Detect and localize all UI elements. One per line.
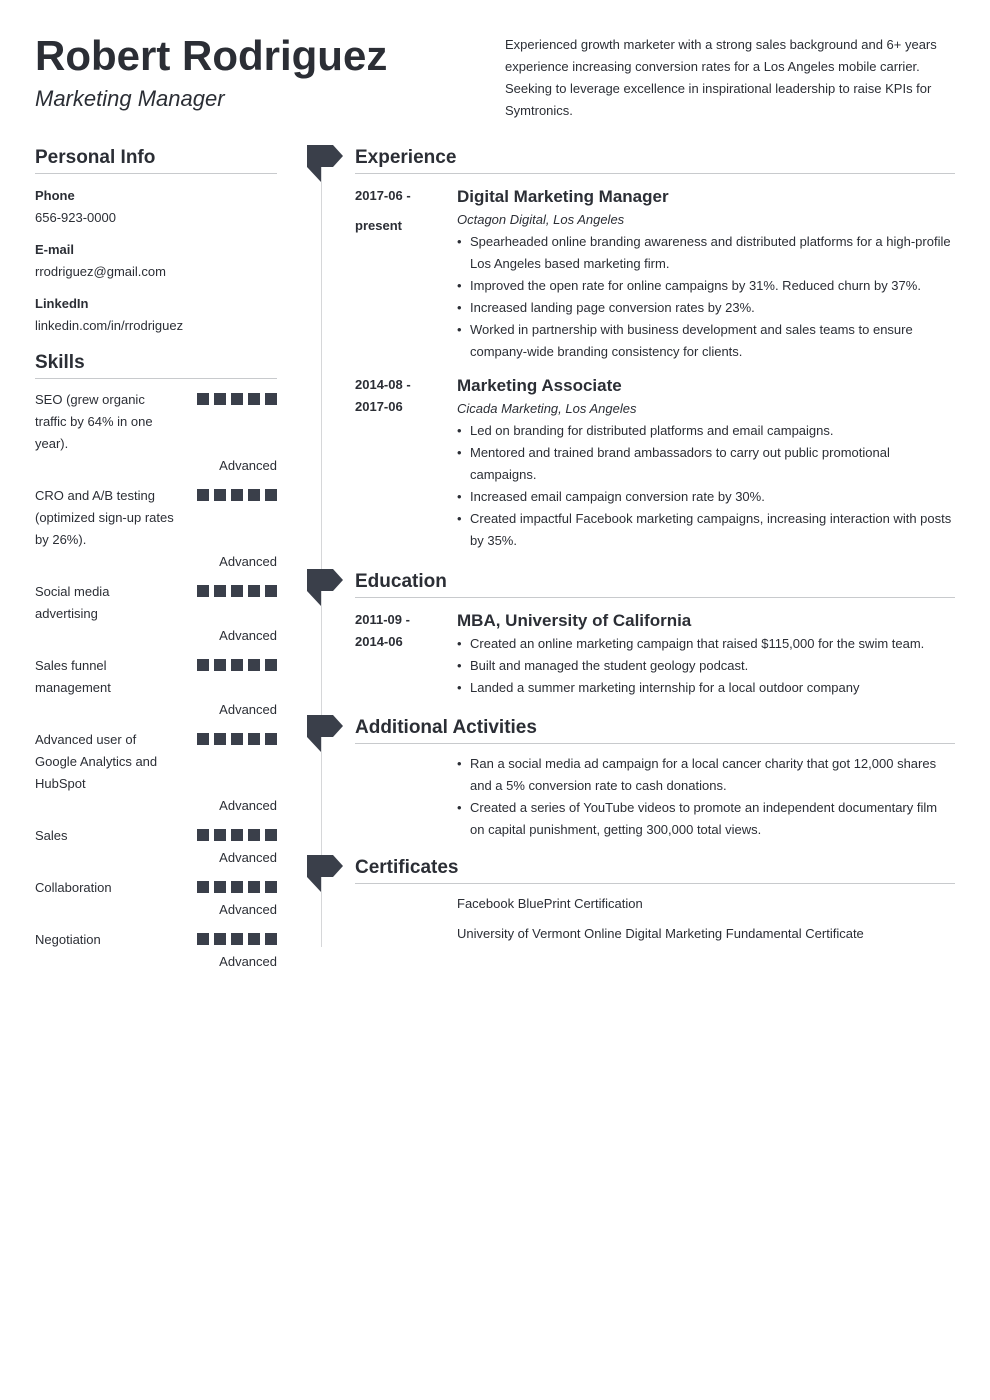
list-item: • Ran a social media ad campaign for a local cancer charity that got 12,000 shares and a 5% conversion rate to cash donations.	[457, 753, 955, 797]
bullet-list	[457, 231, 955, 363]
skill-item	[35, 877, 277, 919]
skill-level: Advanced	[219, 628, 277, 643]
list-item: • Led on branding for distributed platforms and email campaigns.	[457, 420, 955, 442]
entry-date: 2014-08 - 2017-06	[355, 377, 411, 414]
activities-heading: Additional Activities	[355, 715, 955, 744]
list-item: • Created an online marketing campaign that raised $115,000 for the swim team.	[457, 633, 955, 655]
education-section	[355, 569, 955, 699]
list-item: • Increased email campaign conversion rate by 30%.	[457, 486, 955, 508]
experience-entry	[355, 374, 955, 552]
skill-level: Advanced	[219, 954, 277, 969]
left-column	[35, 145, 277, 971]
phone-value: 656-923-0000	[35, 210, 116, 225]
skill-rating	[197, 393, 277, 405]
skill-level: Advanced	[219, 458, 277, 473]
certificates-heading: Certificates	[355, 855, 955, 884]
skill-rating	[197, 933, 277, 945]
flag-icon	[307, 569, 343, 607]
entry-date: 2011-09 - 2014-06	[355, 612, 410, 649]
resume-name: Robert Rodriguez	[35, 32, 388, 79]
bullet-list	[457, 633, 955, 699]
certificate-item: Facebook BluePrint Certification	[457, 896, 643, 911]
phone-label: Phone	[35, 188, 75, 203]
summary: Experienced growth marketer with a strong sales background and 6+ years experience increasing conversion rates for a Los Angeles mobile carrier. Seeking to leverage excellence in inspirational leadership to raise KPIs for Symtronics.	[505, 37, 937, 118]
experience-heading: Experience	[355, 145, 955, 174]
experience-entry	[355, 185, 955, 363]
bullet-list	[457, 420, 955, 552]
list-item: • Increased landing page conversion rates by 23%.	[457, 297, 955, 319]
list-item: • Landed a summer marketing internship for a local outdoor company	[457, 677, 955, 699]
skill-item	[35, 729, 277, 815]
flag-icon	[307, 145, 343, 183]
linkedin-label: LinkedIn	[35, 296, 89, 311]
skill-item	[35, 825, 277, 867]
flag-icon	[307, 855, 343, 893]
skill-rating	[197, 659, 277, 671]
entry-title: Marketing Associate	[457, 376, 622, 395]
skill-level: Advanced	[219, 554, 277, 569]
email-value: rrodriguez@gmail.com	[35, 264, 166, 279]
entry-date: 2017-06 - present	[355, 188, 411, 233]
skill-item	[35, 485, 277, 571]
list-item: • Worked in partnership with business development and sales teams to ensure company-wide branding consistency for clients.	[457, 319, 955, 363]
list-item: • Built and managed the student geology podcast.	[457, 655, 955, 677]
list-item: • Improved the open rate for online campaigns by 31%. Reduced churn by 37%.	[457, 275, 955, 297]
job-title: Marketing Manager	[35, 86, 225, 111]
skill-item	[35, 655, 277, 719]
skill-name: Collaboration	[35, 880, 112, 895]
skill-rating	[197, 829, 277, 841]
skill-rating	[197, 881, 277, 893]
skills-heading: Skills	[35, 350, 277, 379]
list-item: • Spearheaded online branding awareness and distributed platforms for a high-profile Los Angeles based marketing firm.	[457, 231, 955, 275]
personal-info-heading: Personal Info	[35, 145, 277, 174]
skill-item	[35, 929, 277, 971]
skill-name: Sales	[35, 828, 68, 843]
education-entry	[355, 609, 955, 699]
skill-name: Negotiation	[35, 932, 101, 947]
skill-name: SEO (grew organic traffic by 64% in one year).	[35, 392, 153, 451]
entry-title: MBA, University of California	[457, 611, 692, 630]
skill-name: Social media advertising	[35, 584, 110, 621]
skill-level: Advanced	[219, 902, 277, 917]
list-item: • Mentored and trained brand ambassadors to carry out public promotional campaigns.	[457, 442, 955, 486]
certificates-section	[355, 855, 955, 945]
email-label: E-mail	[35, 242, 75, 257]
skill-level: Advanced	[219, 702, 277, 717]
entry-org: Cicada Marketing, Los Angeles	[457, 401, 637, 416]
activities-section	[355, 715, 955, 841]
certificate-item: University of Vermont Online Digital Marketing Fundamental Certificate	[457, 926, 864, 941]
education-heading: Education	[355, 569, 955, 598]
skill-rating	[197, 489, 277, 501]
skill-name: CRO and A/B testing (optimized sign-up rates by 26%).	[35, 488, 174, 547]
entry-title: Digital Marketing Manager	[457, 187, 669, 206]
timeline-line	[321, 150, 322, 947]
experience-section	[355, 145, 955, 552]
skill-level: Advanced	[219, 850, 277, 865]
skill-name: Sales funnel management	[35, 658, 111, 695]
list-item: • Created impactful Facebook marketing campaigns, increasing interaction with posts by 35%.	[457, 508, 955, 552]
bullet-list	[457, 753, 955, 841]
skill-rating	[197, 585, 277, 597]
entry-org: Octagon Digital, Los Angeles	[457, 212, 625, 227]
linkedin-value: linkedin.com/in/rrodriguez	[35, 318, 184, 333]
skill-item	[35, 389, 277, 475]
skill-level: Advanced	[219, 798, 277, 813]
skill-rating	[197, 733, 277, 745]
skill-item	[35, 581, 277, 645]
flag-icon	[307, 715, 343, 753]
skill-name: Advanced user of Google Analytics and HubSpot	[35, 732, 158, 791]
list-item: • Created a series of YouTube videos to promote an independent documentary film on capital punishment, getting 300,000 total views.	[457, 797, 955, 841]
